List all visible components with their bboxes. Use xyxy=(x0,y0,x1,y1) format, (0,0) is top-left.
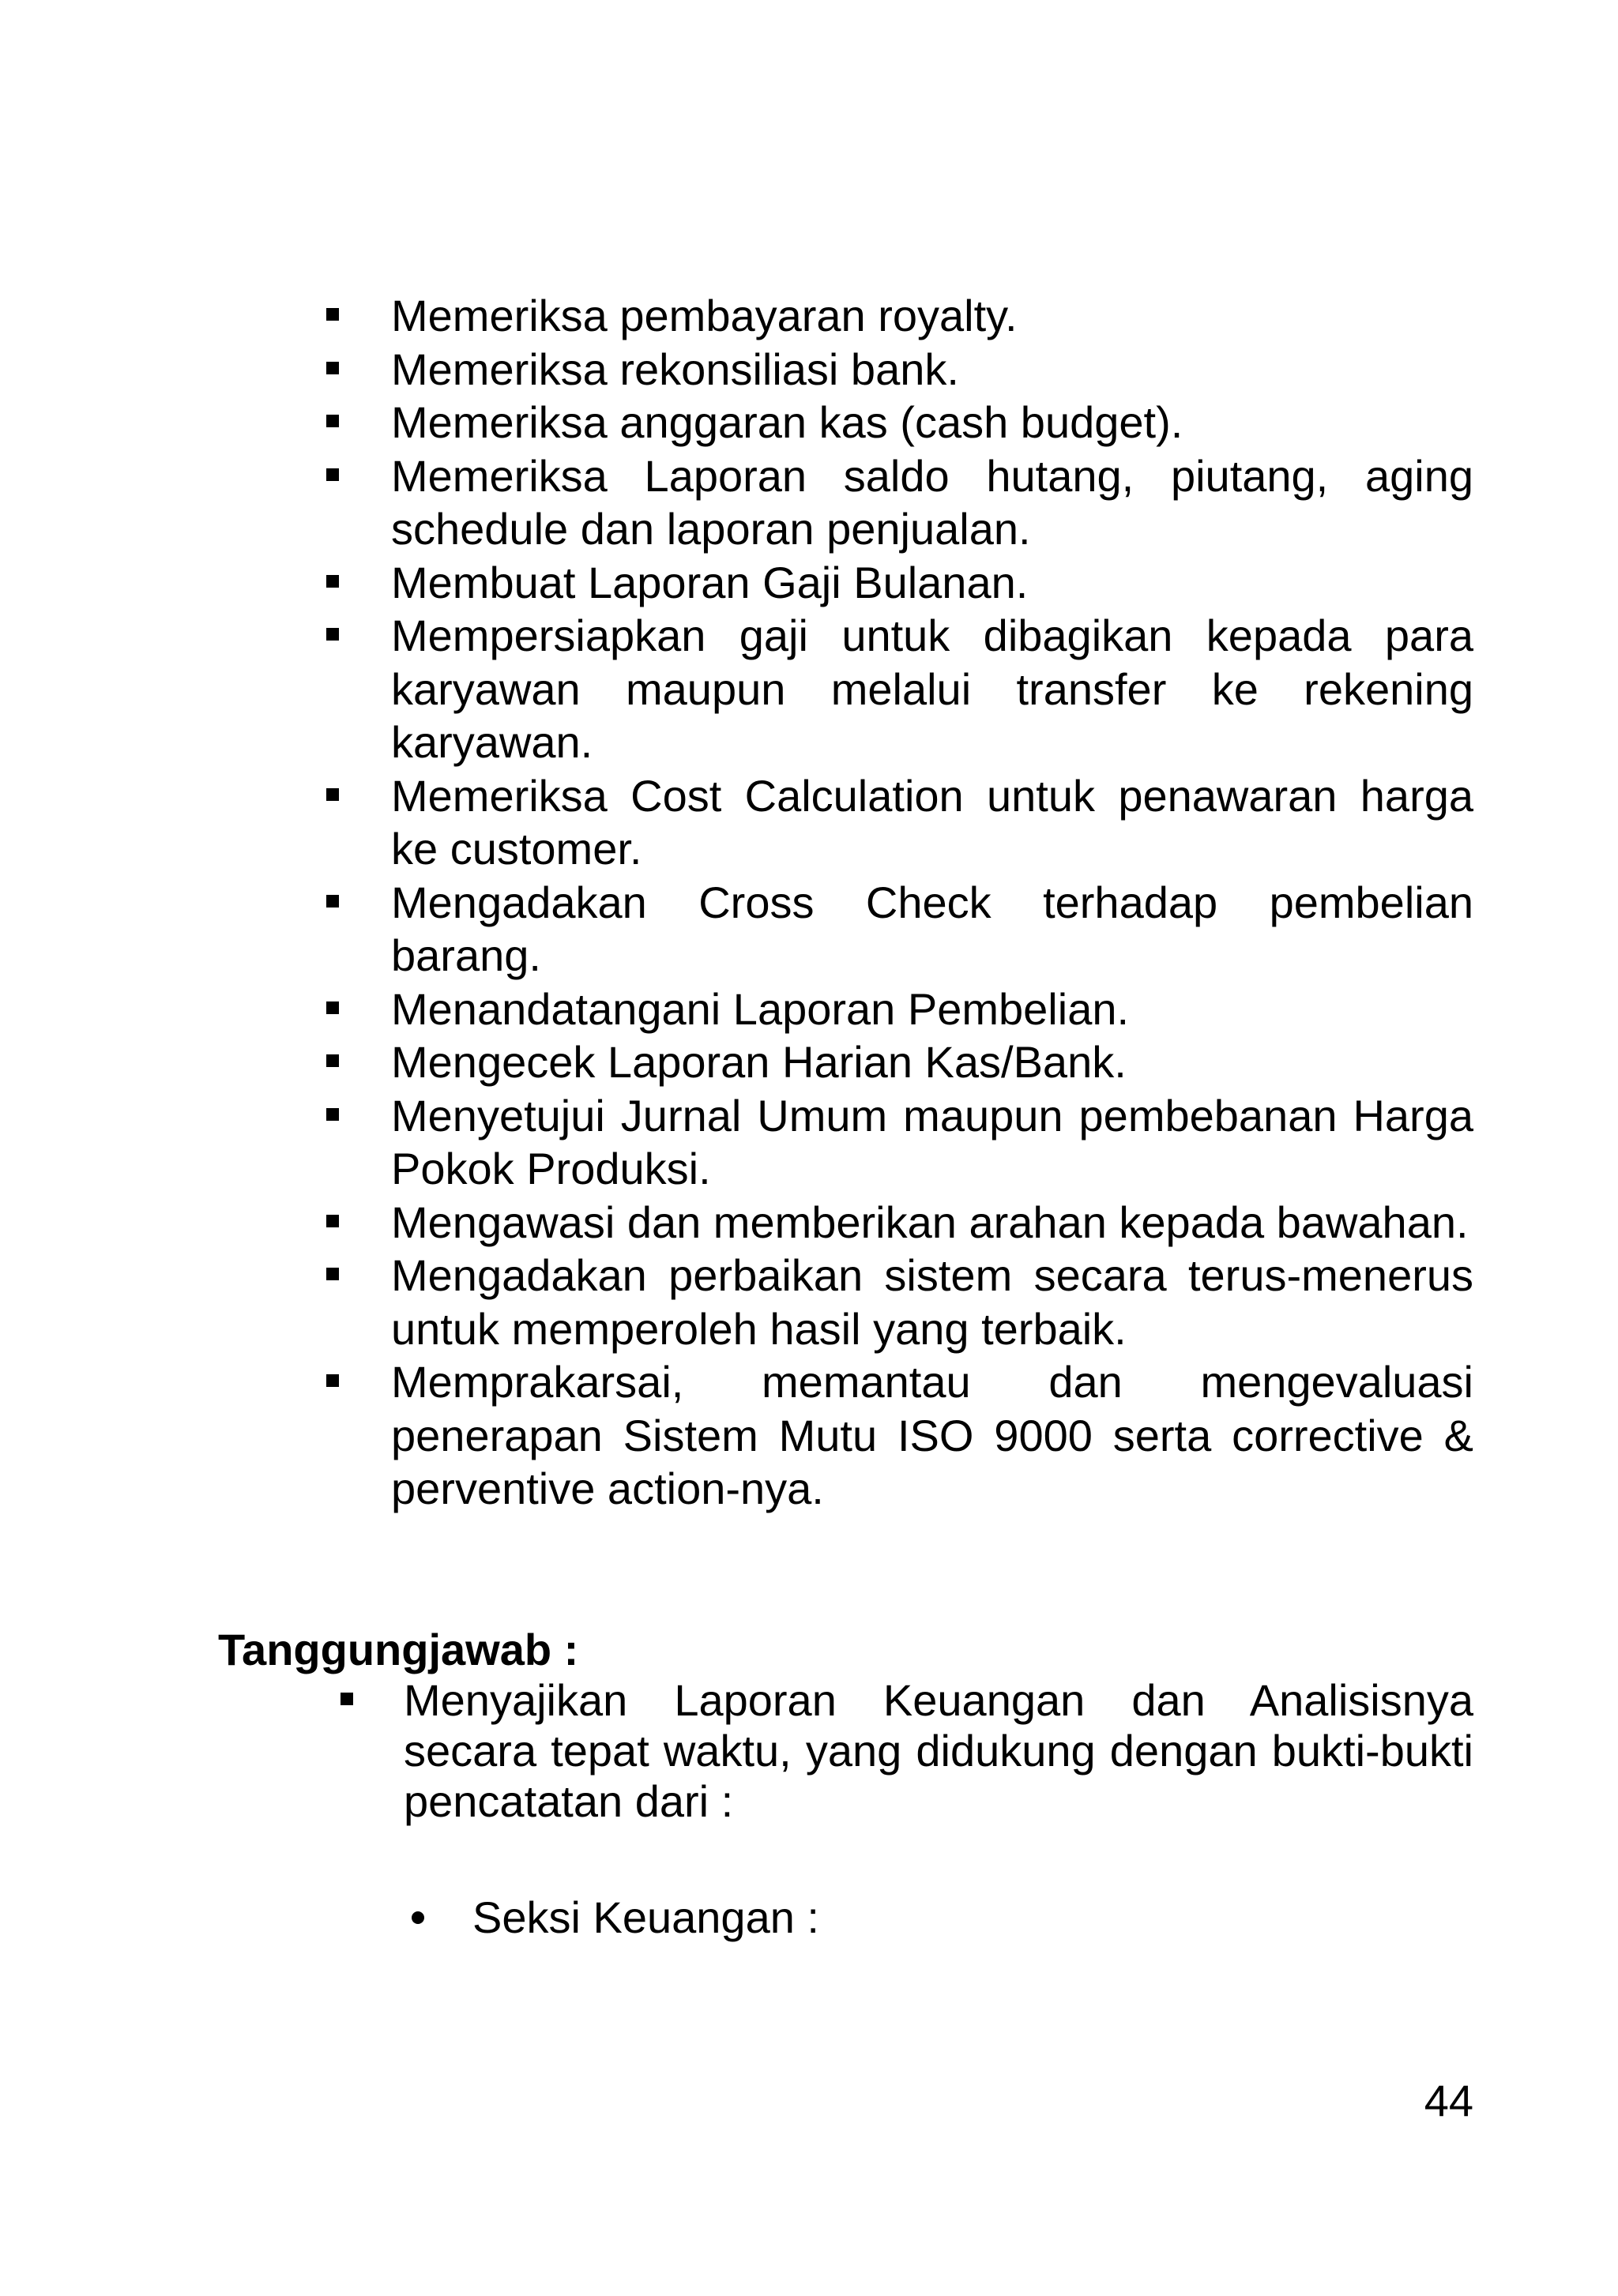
list-item-text: Memeriksa pembayaran royalty. xyxy=(391,291,1018,340)
section-heading: Tanggungjawab : xyxy=(218,1625,579,1674)
list-item-text: Memeriksa Laporan saldo hutang, piutang, aging schedule dan laporan penjualan. xyxy=(391,450,1473,554)
square-bullet-icon xyxy=(326,1374,339,1387)
list-item xyxy=(391,1249,1473,1355)
list-item xyxy=(391,1035,1473,1089)
list-item xyxy=(391,1089,1473,1196)
list-item-text: Memprakarsai, memantau dan mengevaluasi penerapan Sistem Mutu ISO 9000 serta corrective & perventive action-nya. xyxy=(391,1357,1473,1513)
list-item-text: Mengadakan Cross Check terhadap pembelian barang. xyxy=(391,877,1473,980)
list-item-text: Menyajikan Laporan Keuangan dan Analisisnya secara tepat waktu, yang didukung dengan bukti-bukti pencatatan dari : xyxy=(404,1675,1473,1826)
square-bullet-icon xyxy=(326,308,339,321)
round-bullet-icon xyxy=(412,1911,424,1924)
square-bullet-icon xyxy=(326,1001,339,1014)
list-item xyxy=(391,983,1473,1036)
sub-list-item-text: Seksi Keuangan : xyxy=(472,1892,819,1942)
list-item-text: Mengawasi dan memberikan arahan kepada bawahan. xyxy=(391,1197,1469,1247)
duties-list xyxy=(0,289,1618,1516)
list-item-text: Membuat Laporan Gaji Bulanan. xyxy=(391,557,1029,607)
square-bullet-icon xyxy=(326,895,339,908)
list-item xyxy=(391,609,1473,769)
list-item xyxy=(391,876,1473,983)
list-item xyxy=(391,769,1473,876)
square-bullet-icon xyxy=(326,415,339,427)
square-bullet-icon xyxy=(326,575,339,588)
square-bullet-icon xyxy=(326,1108,339,1121)
list-item-text: Mengecek Laporan Harian Kas/Bank. xyxy=(391,1037,1127,1087)
list-item xyxy=(391,396,1473,449)
list-item xyxy=(391,1355,1473,1516)
list-item xyxy=(391,289,1473,343)
square-bullet-icon xyxy=(326,1054,339,1067)
list-item-text: Mengadakan perbaikan sistem secara terus-menerus untuk memperoleh hasil yang terbaik. xyxy=(391,1250,1473,1354)
list-item-text: Menyetujui Jurnal Umum maupun pembebanan Harga Pokok Produksi. xyxy=(391,1090,1473,1193)
list-item-text: Mempersiapkan gaji untuk dibagikan kepada para karyawan maupun melalui transfer ke rekening karyawan. xyxy=(391,611,1473,767)
list-item xyxy=(391,1196,1473,1249)
responsibilities-list xyxy=(0,1675,1618,1827)
list-item-text: Menandatangani Laporan Pembelian. xyxy=(391,983,1130,1034)
list-item xyxy=(391,343,1473,396)
list-item xyxy=(391,556,1473,610)
page-number: 44 xyxy=(1424,2076,1473,2125)
square-bullet-icon xyxy=(326,468,339,481)
square-bullet-icon xyxy=(326,362,339,374)
list-item xyxy=(391,449,1473,556)
list-item-text: Memeriksa rekonsiliasi bank. xyxy=(391,344,959,394)
list-item-text: Memeriksa Cost Calculation untuk penawaran harga ke customer. xyxy=(391,770,1473,874)
sub-list-item xyxy=(472,1892,819,1943)
square-bullet-icon xyxy=(326,1215,339,1227)
square-bullet-icon xyxy=(326,628,339,641)
list-item-text: Memeriksa anggaran kas (cash budget). xyxy=(391,397,1183,447)
square-bullet-icon xyxy=(341,1693,353,1705)
square-bullet-icon xyxy=(326,788,339,801)
square-bullet-icon xyxy=(326,1268,339,1280)
list-item xyxy=(404,1675,1473,1827)
